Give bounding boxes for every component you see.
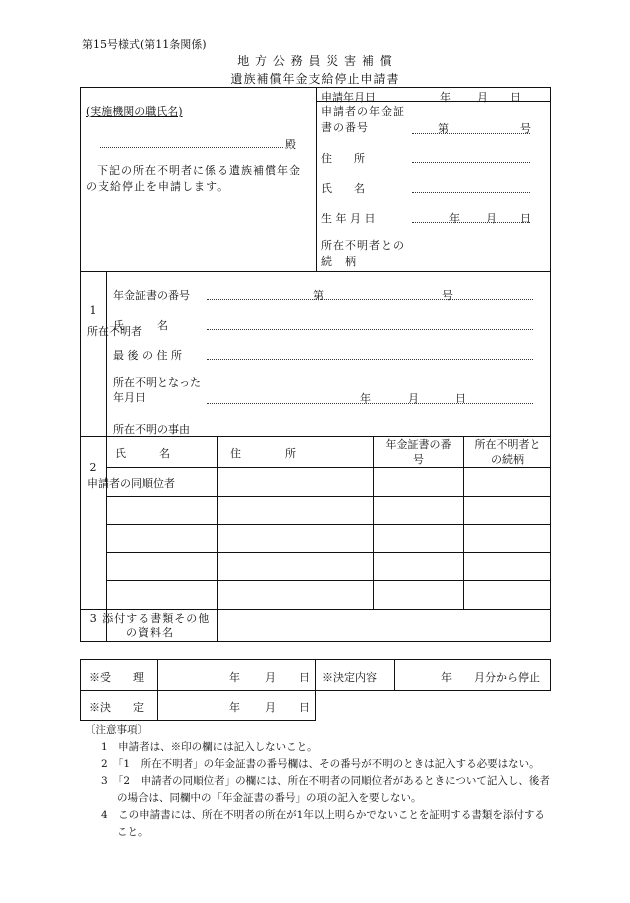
- note-item: 4 この申請書には、所在不明者の所在が1年以上明らかでないことを証明する書類を添付すること。: [101, 809, 545, 838]
- s1-cert-go: 号: [442, 289, 453, 302]
- s1-missing-date-label: 所在不明となった年月日: [113, 376, 201, 404]
- title-line1: 地 方 公 務 員 災 害 補 償: [237, 54, 393, 68]
- s1-day: 日: [455, 392, 466, 405]
- decision-label: ※決 定: [89, 701, 144, 714]
- notes-heading: 〔注意事項〕: [85, 724, 148, 736]
- honorific: 殿: [285, 138, 296, 151]
- s1-cert-dai: 第: [313, 289, 324, 302]
- org-dotted-line[interactable]: [100, 147, 283, 148]
- applicant-cert-label: 申請者の年金証書の番号: [321, 105, 405, 134]
- form-number: 第15号様式(第11条関係): [82, 38, 207, 51]
- s1-name-label: 氏 名: [113, 319, 168, 332]
- s2-header-line: [106, 467, 551, 468]
- s1-address-line[interactable]: [207, 359, 533, 360]
- date-year: 年: [440, 91, 451, 104]
- birth-month: 月: [486, 212, 497, 225]
- birth-year: 年: [449, 212, 460, 225]
- notes-section: [85, 722, 555, 841]
- date-month: 月: [477, 91, 488, 104]
- s1-month: 月: [408, 392, 419, 405]
- s2-row-line-4: [106, 580, 551, 581]
- s1-name-line[interactable]: [207, 329, 533, 330]
- applicant-address-line[interactable]: [412, 162, 530, 163]
- s1-last-address-label: 最 後 の 住 所: [113, 349, 182, 362]
- s2-row-line-2: [106, 524, 551, 525]
- receipt-month: 月: [265, 671, 276, 684]
- applicant-name-label: 氏 名: [321, 182, 365, 195]
- section2-side-label: 2 申請者の同順位者: [87, 461, 175, 490]
- decision-content-label: ※決定内容: [322, 671, 377, 684]
- bottom-col-3: [394, 659, 395, 691]
- receipt-year: 年: [229, 671, 240, 684]
- s3-label: 3 添付する書類その他の資料名: [89, 612, 211, 639]
- note-item: 3 「2 申請者の同順位者」の欄には、所在不明者の同順位者があるときについて記入し、後者の場合は、同欄中の「年金証書の番号」の項の記入を要しない。: [101, 775, 550, 804]
- note-item: 1 申請者は、※印の欄には記入しないこと。: [101, 741, 318, 753]
- applicant-name-line[interactable]: [412, 192, 530, 193]
- section3-top-line: [80, 609, 551, 610]
- stop-text: 年 月分から停止: [441, 671, 540, 684]
- decision-year: 年: [229, 701, 240, 714]
- date-label: 申請年月日: [321, 91, 376, 104]
- section1-top-line: [80, 271, 551, 272]
- s2-row-line-1: [106, 496, 551, 497]
- s2-header-relation: 所在不明者との続柄: [474, 438, 541, 466]
- decision-day: 日: [299, 701, 310, 714]
- applicant-cert-line[interactable]: [412, 133, 530, 134]
- s2-header-address: 住 所: [230, 447, 296, 460]
- note-item: 2 「1 所在不明者」の年金証書の番号欄は、その番号が不明のときは記入する必要はない。: [101, 758, 540, 770]
- bottom-col-2: [315, 659, 316, 691]
- top-divider: [316, 87, 317, 271]
- s2-row-line-3: [106, 552, 551, 553]
- s1-reason-label: 所在不明の事由: [113, 423, 190, 436]
- receipt-label: ※受 理: [89, 671, 144, 684]
- applicant-birth-label: 生 年 月 日: [321, 212, 376, 225]
- s1-year: 年: [360, 392, 371, 405]
- title-line2: 遺族補償年金支給停止申請書: [230, 72, 400, 86]
- relation-label: 所在不明者との 続 柄: [321, 239, 417, 268]
- s1-cert-line[interactable]: [207, 299, 533, 300]
- statement: 下記の所在不明者に係る遺族補償年金の支給停止を申請します。: [86, 164, 301, 193]
- applicant-address-label: 住 所: [321, 152, 365, 165]
- birth-line[interactable]: [412, 222, 530, 223]
- section1-side-label: 1 所在不明者: [87, 304, 142, 338]
- decision-month: 月: [265, 701, 276, 714]
- s2-header-name: 氏 名: [115, 447, 170, 460]
- receipt-day: 日: [299, 671, 310, 684]
- date-day: 日: [510, 91, 521, 104]
- applicant-cert-dai: 第: [438, 122, 449, 135]
- applicant-cert-go: 号: [520, 122, 531, 135]
- s1-date-line[interactable]: [207, 403, 533, 404]
- s2-col-line-1: [217, 436, 218, 641]
- s1-cert-label: 年金証書の番号: [113, 289, 190, 302]
- org-label: (実施機関の職氏名): [86, 105, 183, 118]
- s2-header-cert: 年金証書の番 号: [385, 438, 474, 466]
- birth-day: 日: [520, 212, 531, 225]
